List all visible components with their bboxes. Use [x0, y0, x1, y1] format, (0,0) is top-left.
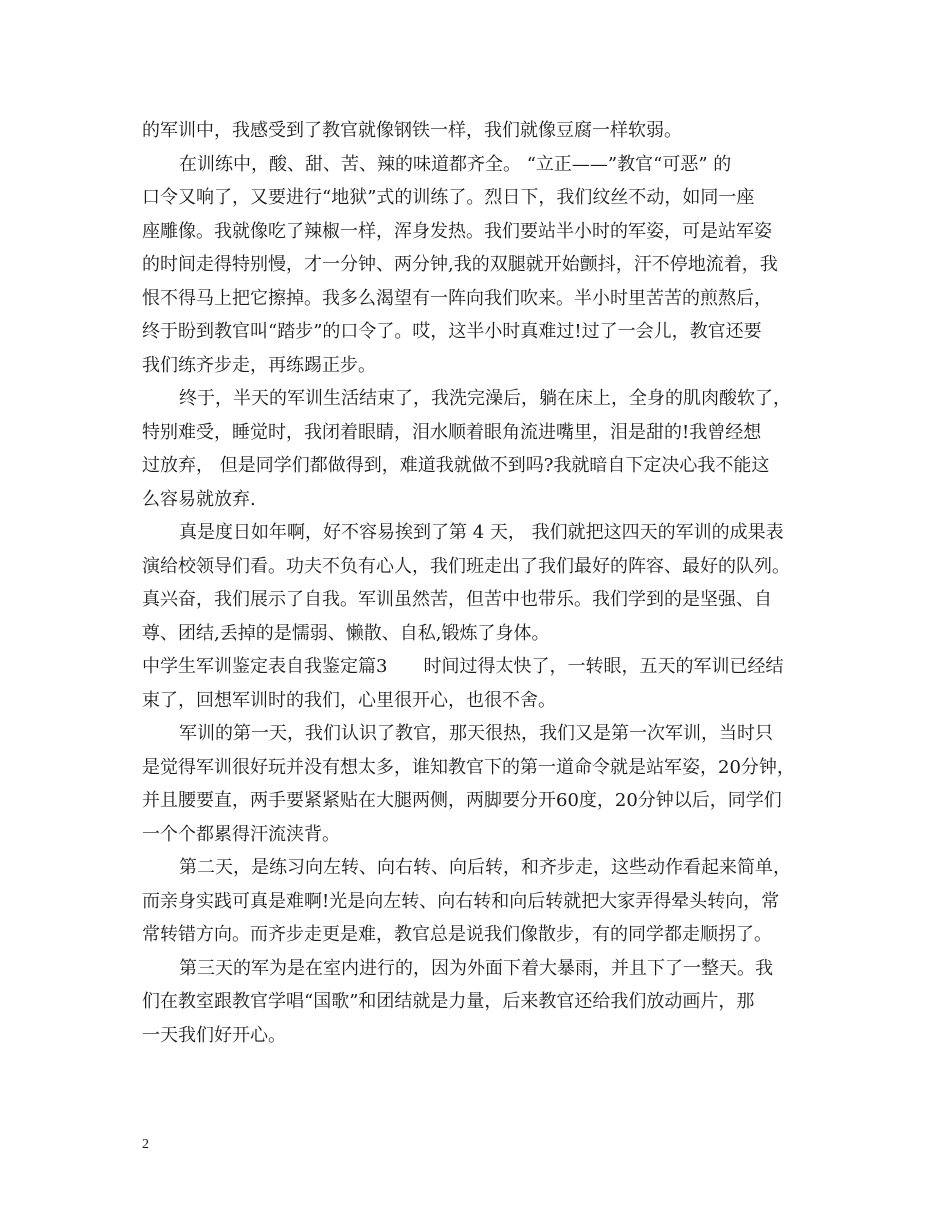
text-line: 并且腰要直，两手要紧紧贴在大腿两侧，两脚要分开60度，20分钟以后，同学们 [142, 790, 782, 811]
text-line: 们在教室跟教官学唱“国歌”和团结就是力量，后来教官还给我们放动画片，那 [142, 991, 755, 1012]
paragraph-start-line: 终于，半天的军训生活结束了，我洗完澡后，躺在床上，全身的肌肉酸软了， [179, 388, 791, 409]
text-line: 特别难受，睡觉时，我闭着眼睛，泪水顺着眼角流进嘴里，泪是甜的!我曾经想 [142, 421, 762, 443]
text-line: 尊、团结,丢掉的是懦弱、懒散、自私,锻炼了身体。 [142, 622, 550, 644]
text-line: 终于盼到教官叫“踏步”的口令了。哎，这半小时真难过!过了一会儿，教官还要 [142, 321, 762, 342]
text-line: 演给校领导们看。功夫不负有心人，我们班走出了我们最好的阵容、最好的队列。 [142, 555, 790, 577]
text-line: 束了，回想军训时的我们，心里很开心，也很不舍。 [142, 689, 556, 711]
section-heading-line: 中学生军训鉴定表自我鉴定篇3 时间过得太快了，一转眼，五天的军训已经结 [142, 656, 784, 677]
text-line: 过放弃， 但是同学们都做得到，难道我就做不到吗?我就暗自下定决心我不能这 [142, 455, 770, 476]
text-line: 一个个都累得汗流浃背。 [142, 823, 340, 845]
text-line: 口令又响了，又要进行“地狱”式的训练了。烈日下，我们纹丝不动，如同一座 [142, 187, 755, 208]
text-line: 我们练齐步走，再练踢正步。 [142, 354, 376, 376]
paragraph-start-line: 军训的第一天，我们认识了教官，那天很热，我们又是第一次军训，当时只 [179, 723, 773, 744]
paragraph-start-line: 第三天的军为是在室内进行的，因为外面下着大暴雨，并且下了一整天。我 [179, 957, 773, 979]
text-line: 一天我们好开心。 [142, 1024, 286, 1046]
text-line: 座雕像。我就像吃了辣椒一样，浑身发热。我们要站半小时的军姿，可是站军姿 [142, 220, 772, 242]
page-number: 2 [142, 1137, 149, 1152]
paragraph-start-line: 在训练中，酸、甜、苦、辣的味道都齐全。 “立正——”教官“可恶” 的 [179, 153, 732, 175]
paragraph-start-line: 真是度日如年啊，好不容易挨到了第 4 天， 我们就把这四天的军训的成果表 [179, 522, 784, 543]
document-body [142, 114, 814, 1052]
text-line: 么容易就放弃. [142, 488, 256, 510]
text-line: 恨不得马上把它擦掉。我多么渴望有一阵向我们吹来。半小时里苦苦的煎熬后， [142, 287, 772, 309]
text-line: 真兴奋，我们展示了自我。军训虽然苦，但苦中也带乐。我们学到的是坚强、自 [142, 589, 772, 610]
paragraph-start-line: 第二天，是练习向左转、向右转、向后转，和齐步走，这些动作看起来简单， [179, 857, 791, 878]
text-line: 的军训中，我感受到了教官就像钢铁一样，我们就像豆腐一样软弱。 [142, 120, 682, 141]
text-line: 常转错方向。而齐步走更是难，教官总是说我们像散步，有的同学都走顺拐了。 [142, 924, 772, 945]
text-line: 是觉得军训很好玩并没有想太多，谁知教官下的第一道命令就是站军姿，20分钟， [142, 756, 795, 778]
text-line: 而亲身实践可真是难啊!光是向左转、向右转和向后转就把大家弄得晕头转向，常 [142, 890, 780, 912]
text-line: 的时间走得特别慢，才一分钟、两分钟,我的双腿就开始颤抖，汗不停地流着，我 [142, 254, 778, 275]
